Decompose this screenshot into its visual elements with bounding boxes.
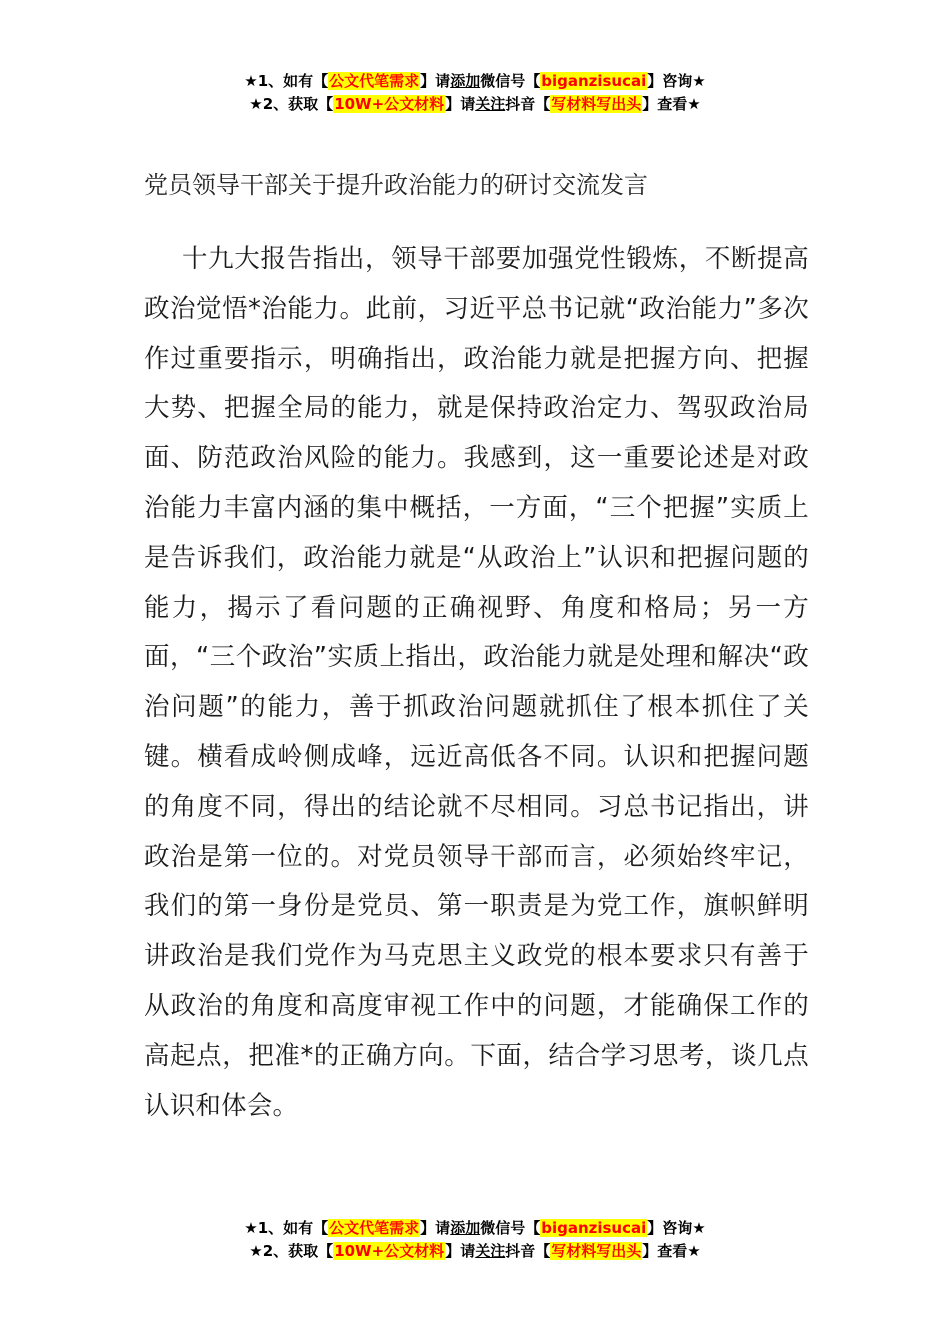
banner-text: 】咨询★ bbox=[647, 1219, 706, 1237]
banner-line-2 bbox=[0, 1240, 950, 1263]
banner-text: 微信号【 bbox=[480, 1219, 541, 1237]
banner-line-1 bbox=[0, 1217, 950, 1240]
banner-text: 微信号【 bbox=[480, 72, 541, 90]
footer-banner bbox=[0, 1217, 950, 1263]
highlight-wechat-id: biganzisucai bbox=[541, 1219, 647, 1237]
highlight-douyin-id: 写材料写出头 bbox=[551, 95, 642, 113]
underlined-text: 关注 bbox=[475, 95, 506, 113]
banner-text: 抖音【 bbox=[505, 95, 551, 113]
document-title: 党员领导干部关于提升政治能力的研讨交流发言 bbox=[144, 171, 648, 199]
banner-line-2 bbox=[0, 93, 950, 116]
banner-text: 抖音【 bbox=[505, 1242, 551, 1260]
header-banner bbox=[0, 70, 950, 116]
banner-text: ★2、获取【 bbox=[249, 95, 334, 113]
banner-text: 】请 bbox=[420, 72, 451, 90]
banner-text: 】请 bbox=[420, 1219, 451, 1237]
underlined-text: 添加 bbox=[450, 1219, 481, 1237]
highlight-materials: 10W+公文材料 bbox=[334, 1242, 445, 1260]
highlight-wechat-id: biganzisucai bbox=[541, 72, 647, 90]
highlight-service: 公文代笔需求 bbox=[329, 72, 420, 90]
banner-text: 】查看★ bbox=[642, 1242, 701, 1260]
banner-text: 】咨询★ bbox=[647, 72, 706, 90]
banner-text: ★1、如有【 bbox=[244, 72, 329, 90]
body-paragraph: 十九大报告指出，领导干部要加强党性锻炼，不断提高政治觉悟*治能力。此前，习近平总书记就“政治能力”多次作过重要指示，明确指出，政治能力就是把握方向、把握大势、把握全局的能力，就是保持政治定力、驾驭政治局面、防范政治风险的能力。我感到，这一重要论述是对政治能力丰富内涵的集中概括，一方面，“三个把握”实质上是告诉我们，政治能力就是“从政治上”认识和把握问题的能力，揭示了看问题的正确视野、角度和格局；另一方面，“三个政治”实质上指出，政治能力就是处理和解决“政治问题”的能力，善于抓政治问题就抓住了根本抓住了关键。横看成岭侧成峰，远近高低各不同。认识和把握问题的角度不同，得出的结论就不尽相同。习总书记指出，讲政治是第一位的。对党员领导干部而言，必须始终牢记，我们的第一身份是党员、第一职责是为党工作，旗帜鲜明讲政治是我们党作为马克思主义政党的根本要求只有善于从政治的角度和高度审视工作中的问题，才能确保工作的高起点，把准*的正确方向。下面，结合学习思考，谈几点认识和体会。 bbox=[144, 244, 809, 1121]
banner-text: 】请 bbox=[445, 95, 476, 113]
underlined-text: 关注 bbox=[475, 1242, 506, 1260]
highlight-douyin-id: 写材料写出头 bbox=[551, 1242, 642, 1260]
underlined-text: 添加 bbox=[450, 72, 481, 90]
banner-text: ★1、如有【 bbox=[244, 1219, 329, 1237]
banner-text: 】查看★ bbox=[642, 95, 701, 113]
banner-line-1 bbox=[0, 70, 950, 93]
highlight-materials: 10W+公文材料 bbox=[334, 95, 445, 113]
highlight-service: 公文代笔需求 bbox=[329, 1219, 420, 1237]
banner-text: ★2、获取【 bbox=[249, 1242, 334, 1260]
banner-text: 】请 bbox=[445, 1242, 476, 1260]
